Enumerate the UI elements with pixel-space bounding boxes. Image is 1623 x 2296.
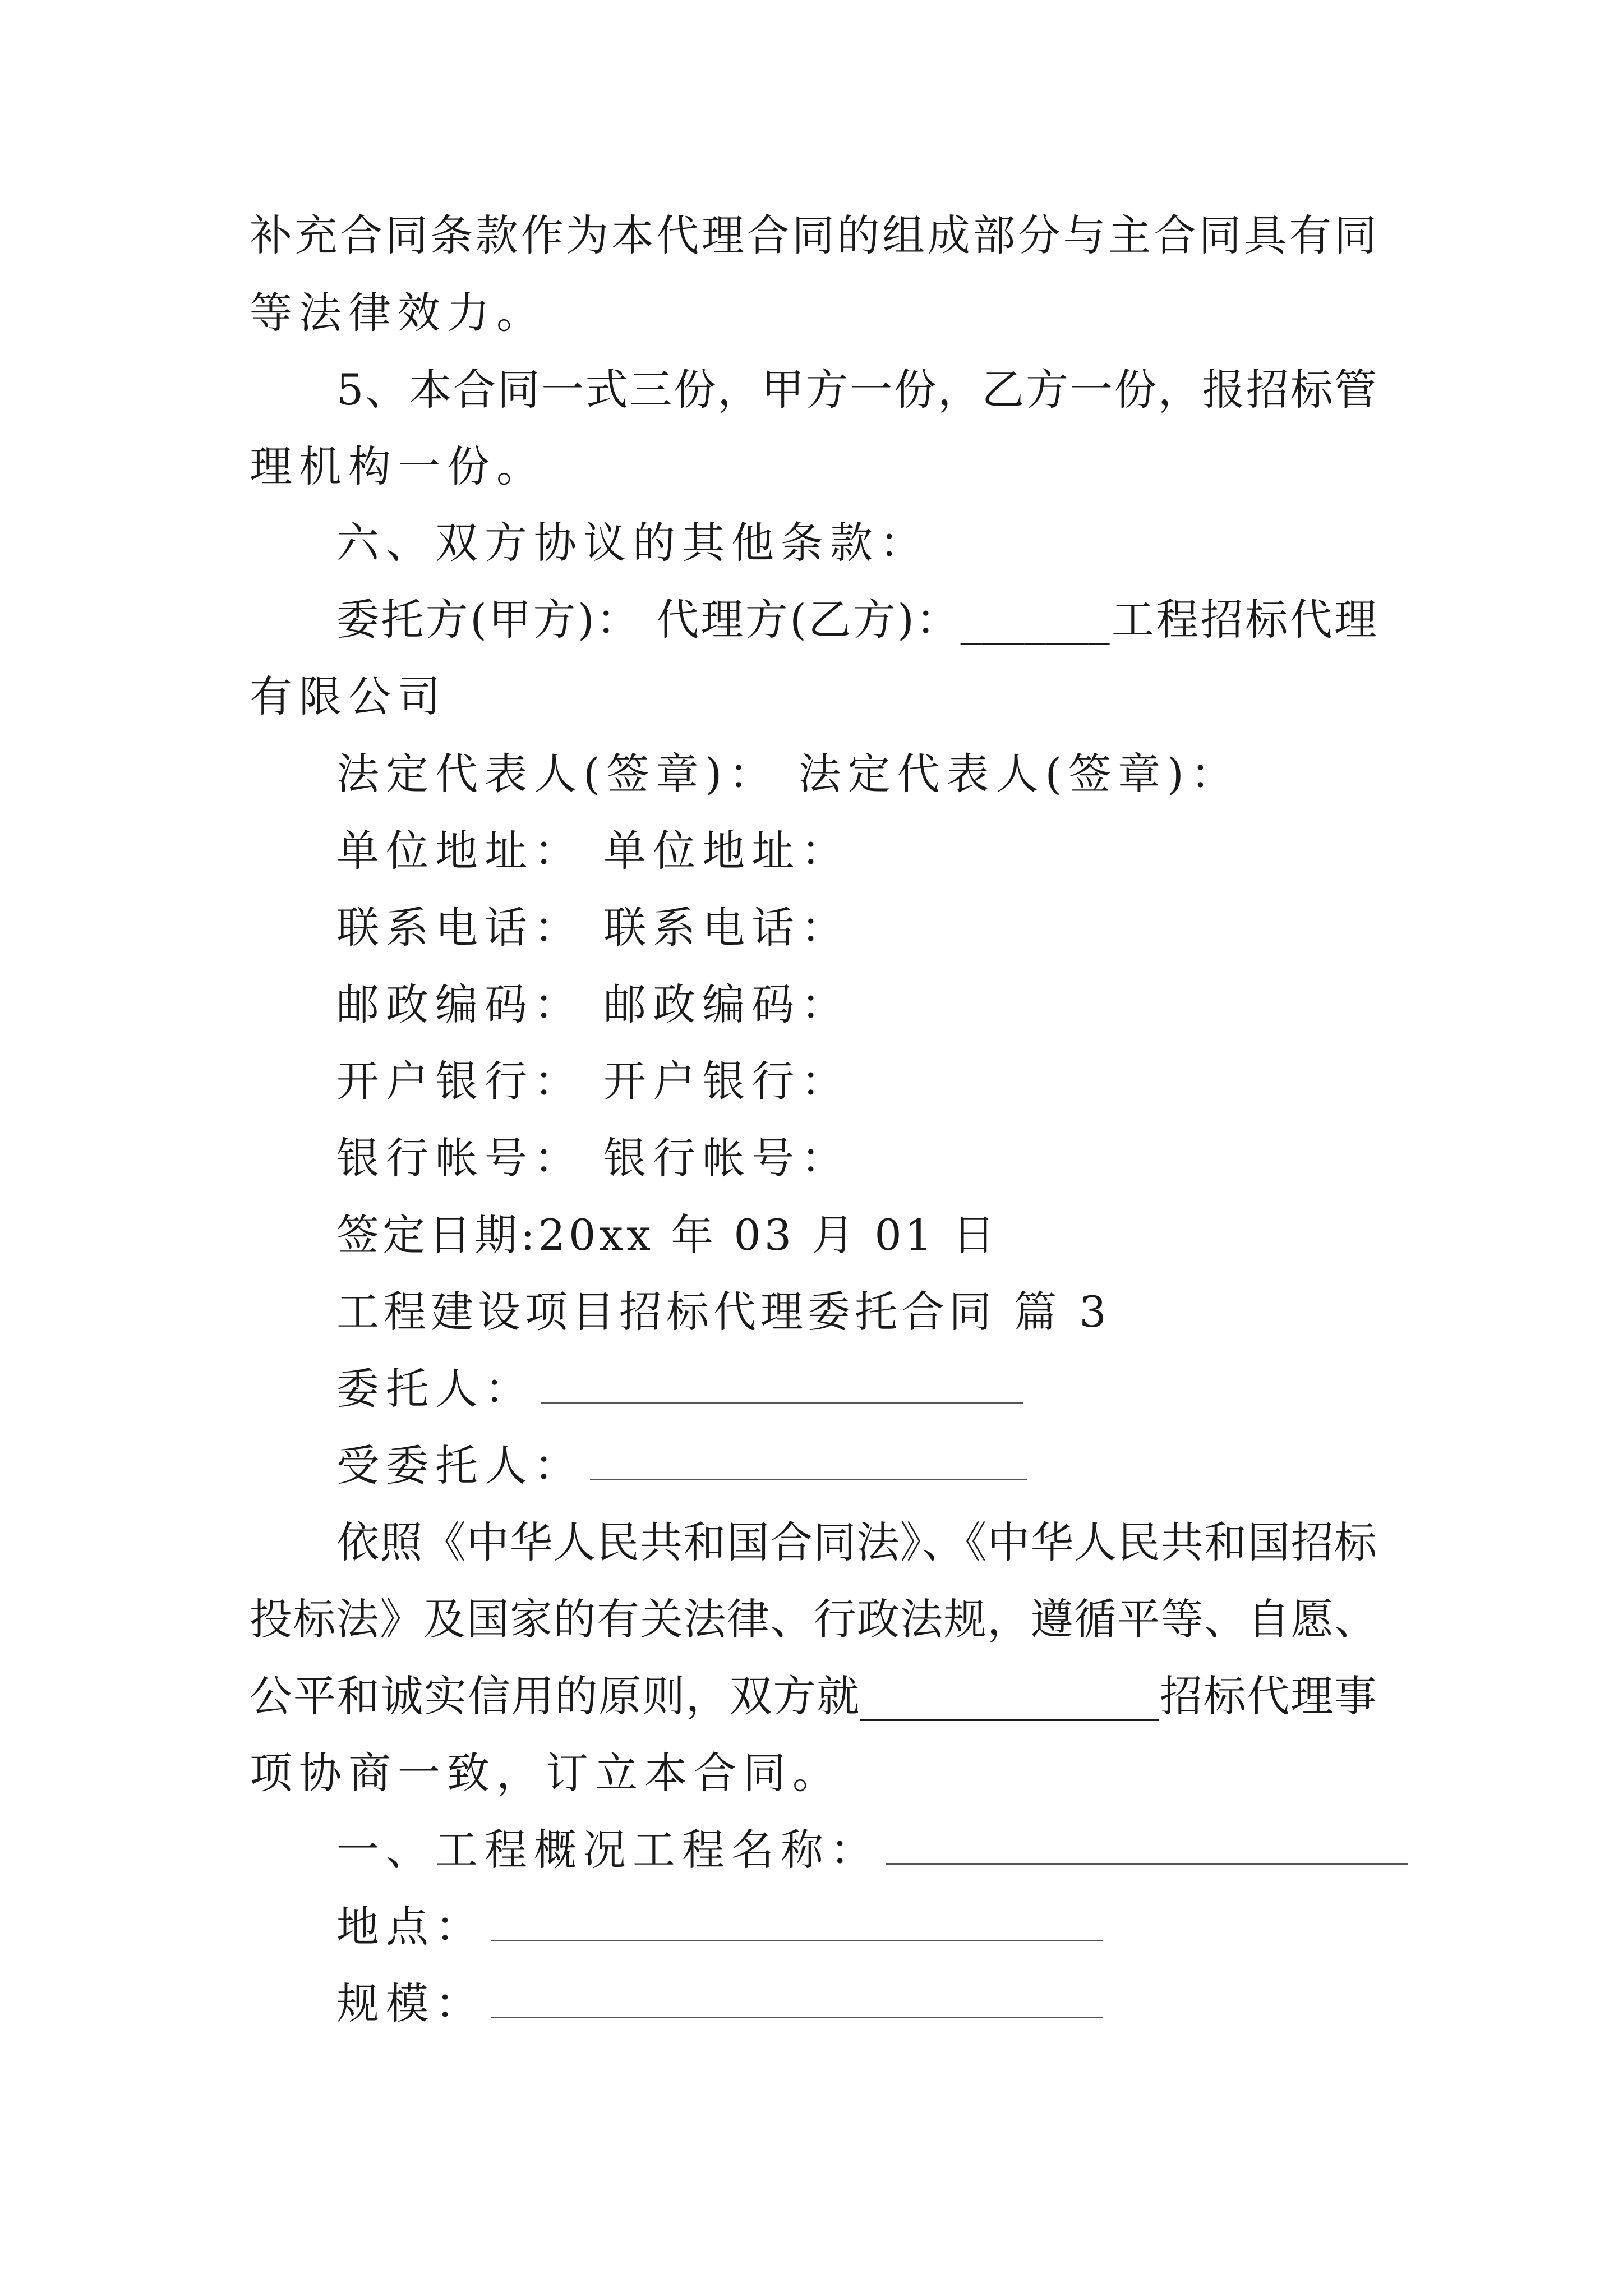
project-name-label: 一、工程概况工程名称：: [336, 1825, 879, 1875]
client-field: [336, 1361, 1023, 1417]
scale-blank: [491, 1977, 1103, 2018]
paragraph-line: 依照《中华人民共和国合同法》、《中华人民共和国招标: [336, 1517, 1377, 1567]
signature-field-line: 邮政编码： 邮政编码：: [336, 979, 851, 1029]
signature-field-line: 法定代表人(签章)： 法定代表人(签章)：: [336, 749, 1240, 799]
paragraph-line: 有限公司: [250, 671, 447, 721]
section-title: 工程建设项目招标代理委托合同 篇 3: [336, 1287, 1111, 1337]
signing-date-line: 签定日期:20xx 年 03 月 01 日: [336, 1210, 999, 1260]
section-heading: 六、双方协议的其他条款：: [336, 518, 929, 568]
client-label: 委托人：: [336, 1364, 534, 1414]
signature-field-line: 单位地址： 单位地址：: [336, 826, 851, 876]
paragraph-line: 理机构一份。: [250, 441, 546, 491]
scale-label: 规模：: [336, 1978, 485, 2028]
agent-label: 受委托人：: [336, 1441, 583, 1490]
location-field: [336, 1899, 1103, 1955]
paragraph-line: 委托方(甲方)： 代理方(乙方)：_______工程招标代理: [336, 595, 1377, 645]
signature-field-line: 开户银行： 开户银行：: [336, 1056, 851, 1106]
paragraph-line: 公平和诚实信用的原则，双方就______________招标代理事: [250, 1671, 1377, 1721]
paragraph-line: 等法律效力。: [250, 288, 546, 338]
agent-field: [336, 1438, 1027, 1494]
paragraph-line: 投标法》及国家的有关法律、行政法规，遵循平等、自愿、: [250, 1594, 1377, 1644]
scale-field: [336, 1976, 1103, 2032]
paragraph-line: 项协商一致，订立本合同。: [250, 1748, 842, 1798]
project-name-blank: [886, 1824, 1408, 1865]
agent-blank: [590, 1439, 1027, 1480]
location-label: 地点：: [336, 1902, 485, 1952]
paragraph-line: 补充合同条款作为本代理合同的组成部分与主合同具有同: [250, 210, 1377, 260]
client-blank: [541, 1363, 1023, 1404]
signature-field-line: 联系电话： 联系电话：: [336, 903, 851, 953]
project-name-field: [336, 1822, 1408, 1878]
paragraph-line: 5、本合同一式三份，甲方一份，乙方一份，报招标管: [336, 365, 1377, 415]
location-blank: [491, 1901, 1103, 1941]
signature-field-line: 银行帐号： 银行帐号：: [336, 1133, 851, 1183]
